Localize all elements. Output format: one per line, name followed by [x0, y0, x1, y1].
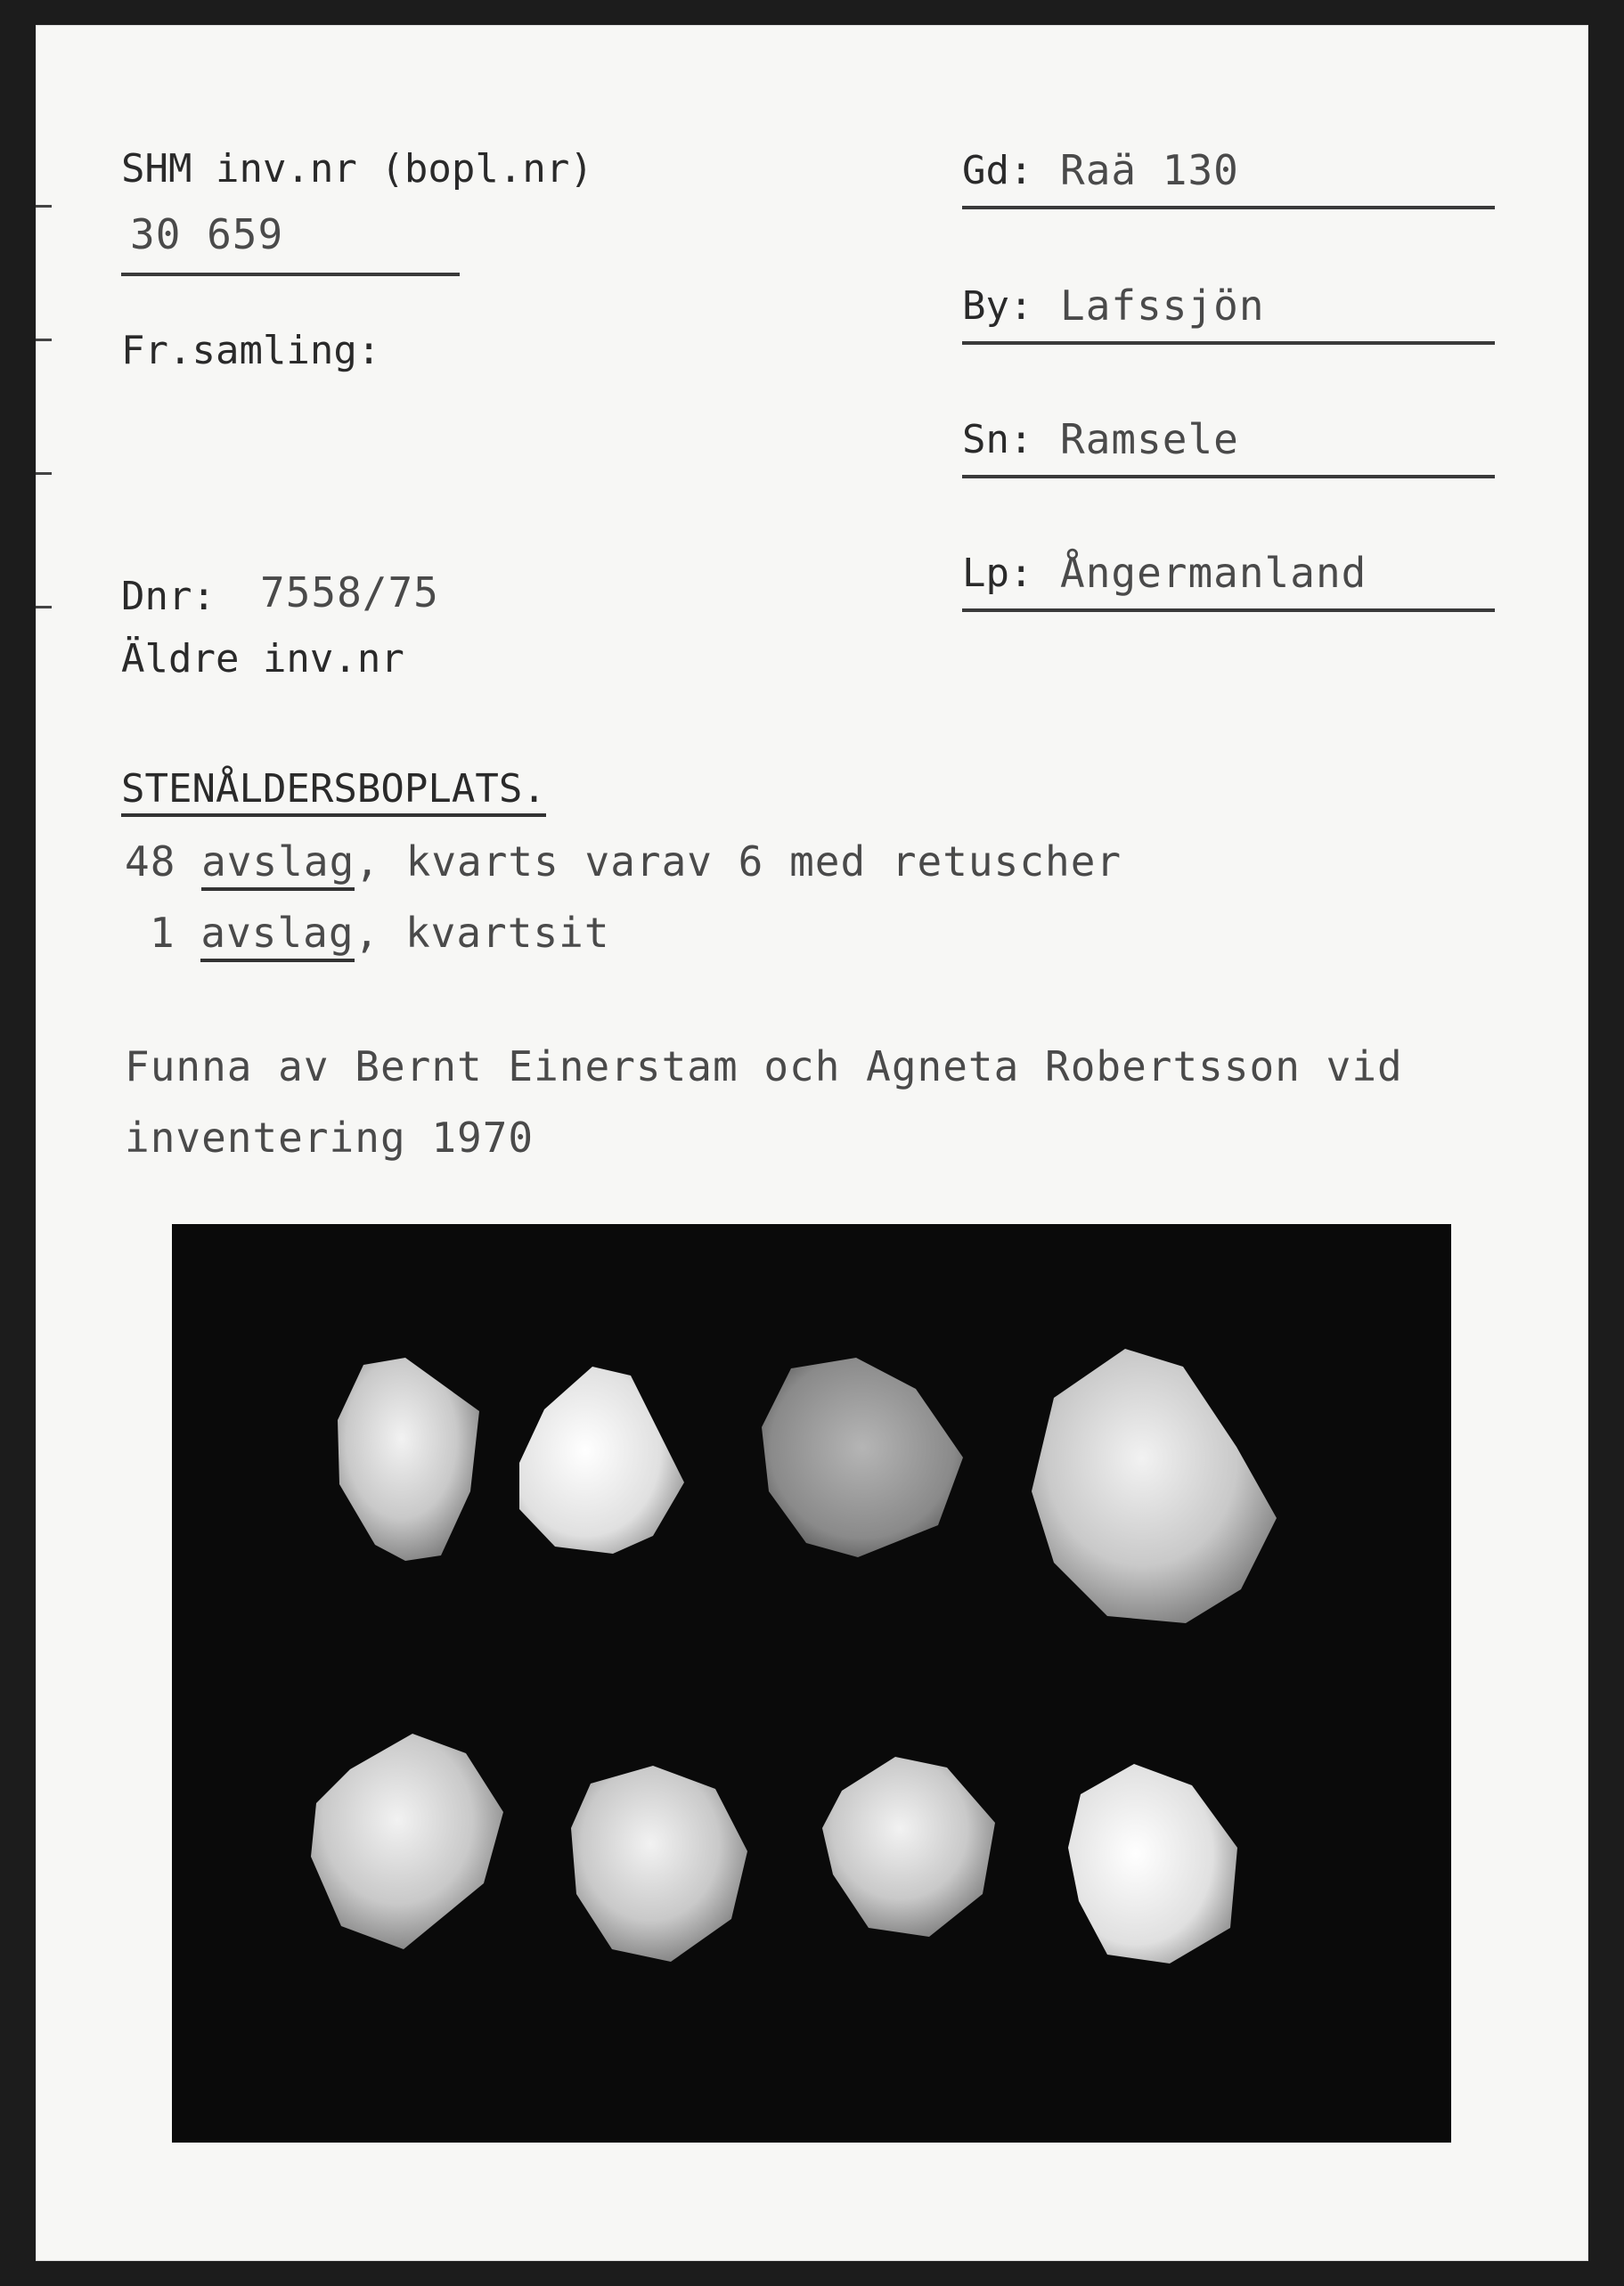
fr-samling-label: Fr.samling: [121, 328, 381, 373]
stone-flake-5 [311, 1734, 503, 1949]
inv-nr-label: SHM inv.nr (bopl.nr) [121, 146, 593, 192]
heading-text: STENÅLDERSBOPLATS. [121, 766, 546, 817]
lp-label: Lp: [962, 551, 1033, 596]
artifact-photograph [172, 1224, 1451, 2143]
dnr-label: Dnr: [121, 574, 216, 619]
aldre-inv-nr-label: Äldre inv.nr [121, 636, 404, 682]
margin-tick [36, 339, 52, 341]
heading [121, 766, 546, 812]
stone-flake-2 [519, 1367, 684, 1554]
item-type: avslag [200, 909, 354, 962]
margin-tick [36, 606, 52, 608]
by-value: Lafssjön [1060, 282, 1265, 330]
stone-flake-3 [762, 1358, 963, 1557]
gd-label: Gd: [962, 148, 1033, 193]
item-line-2 [150, 909, 610, 957]
item-count: 48 [125, 837, 176, 886]
stone-flake-4 [1032, 1349, 1277, 1623]
stone-flake-6 [571, 1766, 747, 1962]
dnr-value: 7558/75 [260, 568, 439, 616]
item-count: 1 [150, 909, 175, 957]
item-rest: , kvartsit [354, 909, 610, 957]
artifact-photo-svg [172, 1224, 1451, 2143]
by-label: By: [962, 283, 1033, 329]
by-rule [962, 341, 1495, 345]
gd-value: Raä 130 [1060, 146, 1239, 194]
stone-flake-8 [1068, 1764, 1237, 1964]
item-line-1 [125, 837, 1122, 886]
inv-nr-rule [121, 273, 460, 276]
gd-rule [962, 206, 1495, 209]
margin-tick [36, 205, 52, 208]
lp-value: Ångermanland [1060, 549, 1367, 597]
item-rest: , kvarts varav 6 med retuscher [355, 837, 1122, 886]
inv-nr-value: 30 659 [130, 210, 284, 258]
item-type: avslag [201, 837, 355, 891]
margin-tick [36, 472, 52, 475]
stone-flake-1 [338, 1358, 479, 1561]
sn-rule [962, 475, 1495, 478]
lp-rule [962, 608, 1495, 612]
finder-line-2: inventering 1970 [125, 1114, 535, 1162]
finder-line-1: Funna av Bernt Einerstam och Agneta Robertsson vid [125, 1042, 1403, 1090]
sn-label: Sn: [962, 417, 1033, 462]
sn-value: Ramsele [1060, 415, 1239, 463]
stone-flake-7 [822, 1757, 995, 1937]
catalog-card [36, 25, 1588, 2261]
